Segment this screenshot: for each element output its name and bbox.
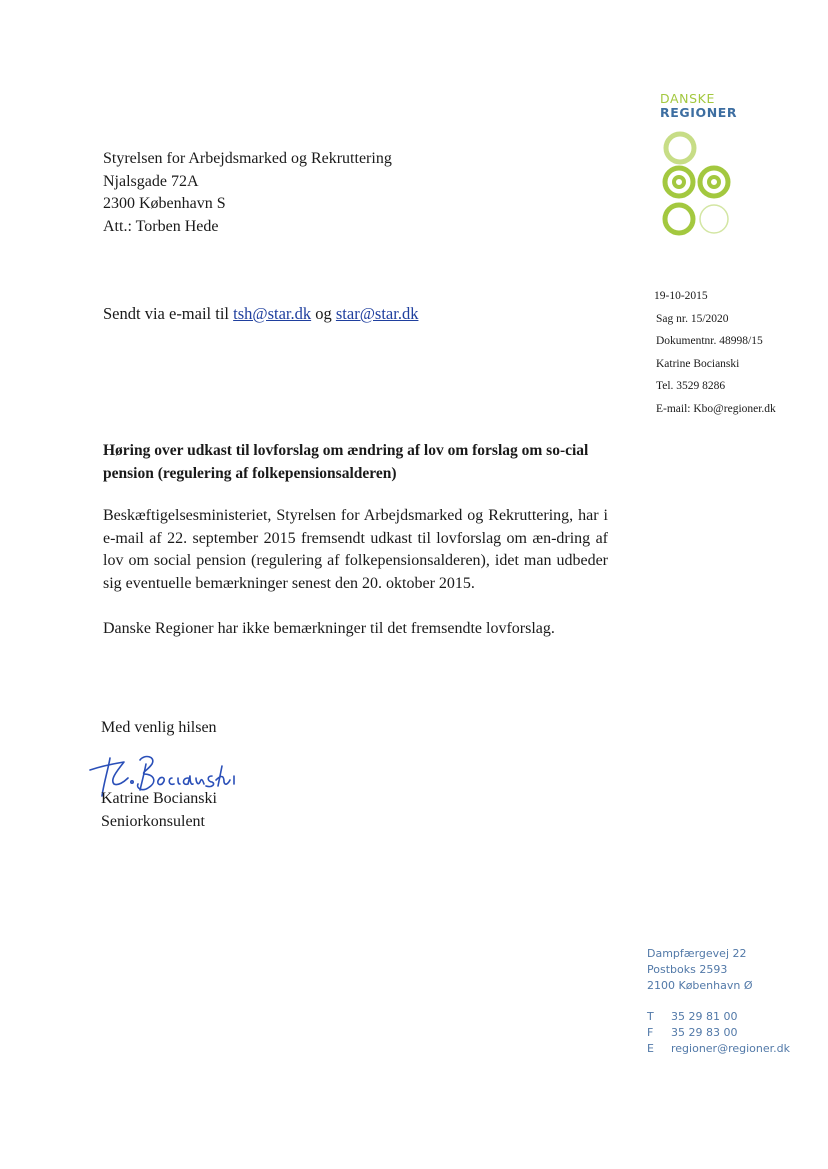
letter-subject: Høring over udkast til lovforslag om ændring af lov om forslag om so-cial pension (regulering af folkepensionsalderen) xyxy=(103,442,589,482)
footer-phone: 35 29 81 00 xyxy=(671,1010,738,1023)
closing-greeting: Med venlig hilsen xyxy=(101,719,217,736)
footer-pobox: Postboks 2593 xyxy=(647,963,728,976)
body-paragraph-1: Beskæftigelsesministeriet, Styrelsen for Arbejdsmarked og Rekruttering, har i e-mail af 22. september 2015 fremsendt udkast til lovforslag om æn-dring af lov om social pension (regulering af folkepensionsalderen), idet man udbeder sig eventuelle bemærkninger senest den 20. oktober 2015. xyxy=(103,507,608,592)
footer-phone-label: T xyxy=(647,1010,654,1023)
footer-fax-row xyxy=(647,1025,790,1041)
sent-via-joiner: og xyxy=(315,304,332,323)
meta-phone: Tel. 3529 8286 xyxy=(656,380,726,392)
recipient-line-2: Njalsgade 72A xyxy=(103,172,199,190)
sent-via-prefix: Sendt via e-mail til xyxy=(103,304,230,323)
sent-via-line xyxy=(103,304,418,324)
meta-contact-name: Katrine Bocianski xyxy=(656,357,740,370)
footer-contact xyxy=(647,1009,790,1057)
footer-fax-label: F xyxy=(647,1026,654,1039)
email-link-tsh[interactable]: tsh@star.dk xyxy=(233,304,312,323)
recipient-address xyxy=(103,148,392,239)
recipient-line-4: Att.: Torben Hede xyxy=(103,218,219,236)
footer-street: Dampfærgevej 22 xyxy=(647,947,747,960)
signer-name: Katrine Bocianski xyxy=(101,790,217,807)
logo-circles-icon xyxy=(656,130,736,242)
footer-fax: 35 29 83 00 xyxy=(671,1026,738,1039)
meta-email: E-mail: Kbo@regioner.dk xyxy=(656,402,776,415)
footer-email-label: E xyxy=(647,1042,654,1055)
footer-email-row xyxy=(647,1041,790,1057)
logo-line-1: DANSKE xyxy=(660,91,715,106)
letter-meta xyxy=(656,285,776,420)
sender-footer xyxy=(647,946,790,1057)
logo-line-2: REGIONER xyxy=(660,105,738,120)
body-paragraph-2: Danske Regioner har ikke bemærkninger til det fremsendte lovforslag. xyxy=(103,620,555,637)
footer-city: 2100 København Ø xyxy=(647,979,753,992)
danske-regioner-logo-text xyxy=(660,92,737,120)
recipient-line-3: 2300 København S xyxy=(103,195,226,213)
recipient-line-1: Styrelsen for Arbejdsmarked og Rekruttering xyxy=(103,150,392,167)
signer-block xyxy=(101,787,217,833)
email-link-star[interactable]: star@star.dk xyxy=(335,304,419,323)
footer-phone-row xyxy=(647,1009,790,1025)
signer-title: Seniorkonsulent xyxy=(101,813,205,830)
meta-document-number: Dokumentnr. 48998/15 xyxy=(656,335,763,347)
footer-email[interactable]: regioner@regioner.dk xyxy=(671,1042,790,1055)
meta-case-number: Sag nr. 15/2020 xyxy=(656,312,729,325)
meta-date: 19-10-2015 xyxy=(654,290,708,302)
